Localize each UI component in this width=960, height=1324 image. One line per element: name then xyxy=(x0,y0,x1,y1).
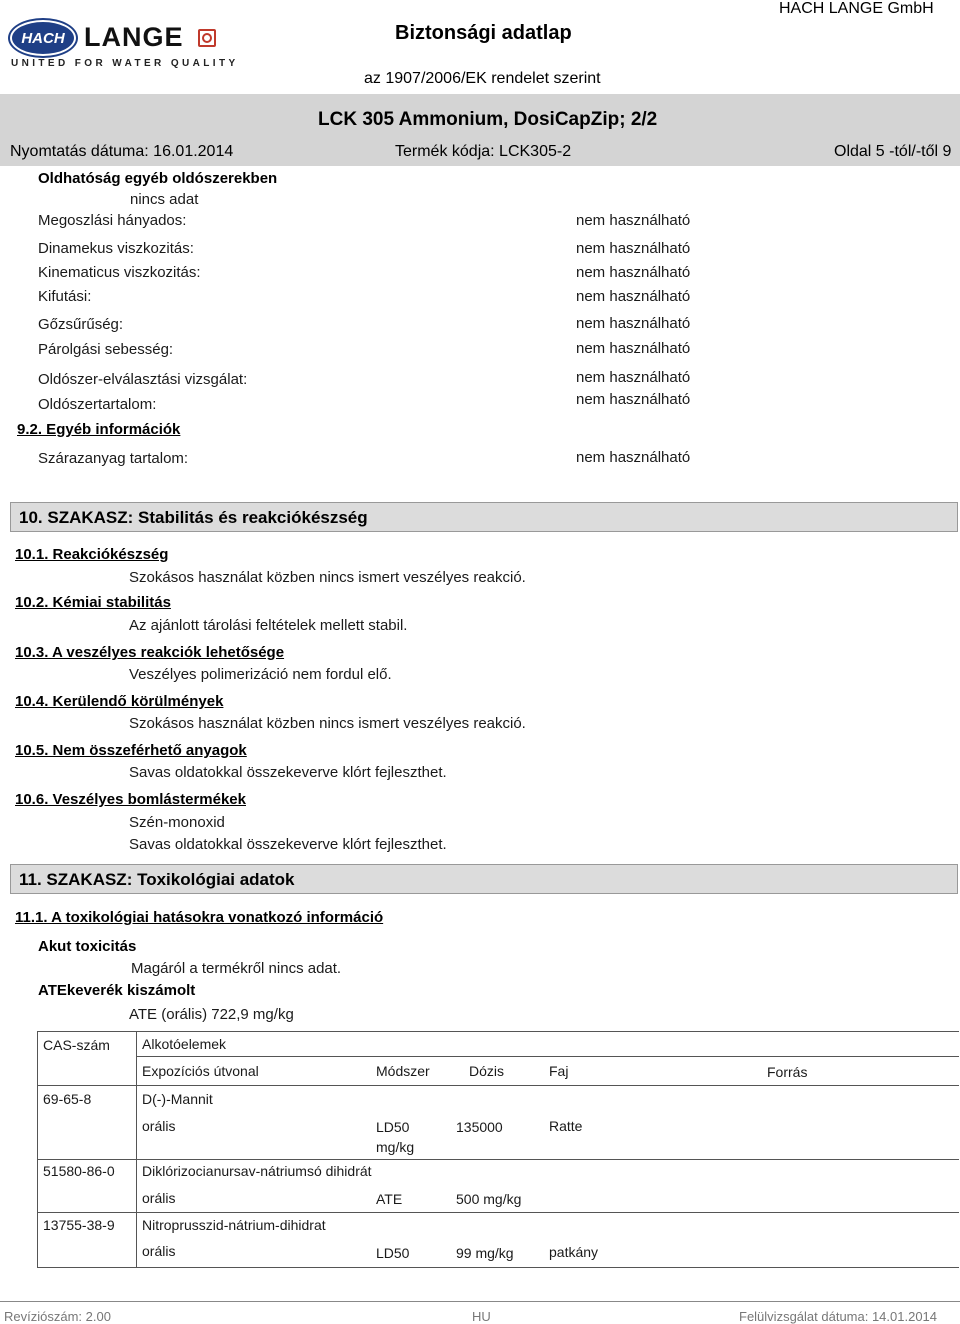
property-label: Gőzsűrűség: xyxy=(38,316,124,333)
cell-unit: mg/kg xyxy=(376,1139,415,1155)
other-info-heading: 9.2. Egyéb információk xyxy=(17,421,181,438)
cell-cas: 51580-86-0 xyxy=(43,1163,115,1179)
section-11-title: 11. SZAKASZ: Toxikológiai adatok xyxy=(19,870,295,889)
subsection-text: Szokásos használat közben nincs ismert veszélyes reakció. xyxy=(129,715,526,732)
col-species: Faj xyxy=(549,1063,569,1079)
subsection-heading: 10.5. Nem összeférhető anyagok xyxy=(15,742,247,759)
review-date: Felülvizsgálat dátuma: 14.01.2014 xyxy=(739,1309,938,1324)
col-dose: Dózis xyxy=(469,1063,505,1079)
cell-route: orális xyxy=(142,1118,176,1134)
company-name: HACH LANGE GmbH xyxy=(779,0,934,17)
solubility-value: nincs adat xyxy=(130,191,199,208)
section-11-header xyxy=(10,864,958,894)
cell-dose: 135000 xyxy=(456,1119,503,1135)
property-value: nem használható xyxy=(576,264,691,281)
section-10-title: 10. SZAKASZ: Stabilitás és reakciókészség xyxy=(19,508,368,527)
print-date: Nyomtatás dátuma: 16.01.2014 xyxy=(10,143,234,160)
col-source: Forrás xyxy=(767,1064,808,1080)
regulation: az 1907/2006/EK rendelet szerint xyxy=(364,70,601,87)
solubility-title: Oldhatóság egyéb oldószerekben xyxy=(38,170,278,187)
cell-dose: 99 mg/kg xyxy=(456,1245,514,1261)
property-label: Párolgási sebesség: xyxy=(38,341,174,358)
dry-matter-value: nem használható xyxy=(576,449,691,466)
subsection-heading: 10.4. Kerülendő körülmények xyxy=(15,693,224,710)
subsection-heading: 10.2. Kémiai stabilitás xyxy=(15,594,171,611)
tagline: UNITED FOR WATER QUALITY xyxy=(11,58,239,69)
revision-number: Revíziószám: 2.00 xyxy=(4,1309,111,1324)
cell-route: orális xyxy=(142,1190,176,1206)
subsection-text: Szokásos használat közben nincs ismert veszélyes reakció. xyxy=(129,569,526,586)
product-code: Termék kódja: LCK305-2 xyxy=(395,143,572,160)
acute-toxicity-text: Magáról a termékről nincs adat. xyxy=(131,960,342,977)
col-component: Alkotóelemek xyxy=(142,1036,227,1052)
acute-toxicity-title: Akut toxicitás xyxy=(38,938,137,955)
col-cas: CAS-szám xyxy=(43,1037,110,1053)
property-value: nem használható xyxy=(576,315,691,332)
cell-species: patkány xyxy=(549,1244,599,1260)
page-number: Oldal 5 -tól/-től 9 xyxy=(834,143,952,160)
property-value: nem használható xyxy=(576,391,691,408)
cell-component: Nitroprusszid-nátrium-dihidrat xyxy=(142,1217,326,1233)
property-value: nem használható xyxy=(576,212,691,229)
cell-component: D(-)-Mannit xyxy=(142,1091,213,1107)
ate-title: ATEkeverék kiszámolt xyxy=(38,982,196,999)
property-value: nem használható xyxy=(576,340,691,357)
property-value: nem használható xyxy=(576,240,691,257)
document-title: Biztonsági adatlap xyxy=(395,22,572,44)
col-route: Expozíciós útvonal xyxy=(142,1063,259,1079)
section-10-header xyxy=(10,502,958,532)
cell-component: Diklórizocianursav-nátriumsó dihidrát xyxy=(142,1163,372,1179)
cell-method: LD50 xyxy=(376,1245,410,1261)
cell-route: orális xyxy=(142,1243,176,1259)
product-name: LCK 305 Ammonium, DosiCapZip; 2/2 xyxy=(318,109,658,130)
footer-divider xyxy=(0,1301,960,1302)
dry-matter-label: Szárazanyag tartalom: xyxy=(38,450,189,467)
cell-method: ATE xyxy=(376,1191,403,1207)
property-value: nem használható xyxy=(576,369,691,386)
subsection-heading: 11.1. A toxikológiai hatásokra vonatkozó információ xyxy=(15,909,384,926)
subsection-text: Szén-monoxid xyxy=(129,814,225,831)
registered-mark-icon xyxy=(198,29,216,47)
cell-cas: 69-65-8 xyxy=(43,1091,92,1107)
subsection-text: Veszélyes polimerizáció nem fordul elő. xyxy=(129,666,392,683)
subsection-heading: 10.6. Veszélyes bomlástermékek xyxy=(15,791,246,808)
hach-logo xyxy=(10,20,76,56)
ate-text: ATE (orális) 722,9 mg/kg xyxy=(129,1006,294,1023)
subsection-heading: 10.1. Reakciókészség xyxy=(15,546,169,563)
cell-cas: 13755-38-9 xyxy=(43,1217,115,1233)
subsection-text: Savas oldatokkal összekeverve klórt fejleszthet. xyxy=(129,764,447,781)
language-code: HU xyxy=(472,1309,491,1324)
property-label: Oldószertartalom: xyxy=(38,396,157,413)
property-label: Kifutási: xyxy=(38,288,92,305)
subsection-text: Az ajánlott tárolási feltételek mellett stabil. xyxy=(129,617,408,634)
property-label: Kinematicus viszkozitás: xyxy=(38,264,201,281)
property-label: Megoszlási hányados: xyxy=(38,212,187,229)
cell-dose: 500 mg/kg xyxy=(456,1191,522,1207)
subsection-text: Savas oldatokkal összekeverve klórt fejleszthet. xyxy=(129,836,447,853)
cell-species: Ratte xyxy=(549,1118,583,1134)
hach-logo-text: HACH xyxy=(21,29,65,47)
cell-method: LD50 xyxy=(376,1119,410,1135)
property-label: Oldószer-elválasztási vizsgálat: xyxy=(38,371,248,388)
subsection-heading: 10.3. A veszélyes reakciók lehetősége xyxy=(15,644,285,661)
col-method: Módszer xyxy=(376,1063,430,1079)
lange-logo: LANGE xyxy=(84,22,184,52)
property-value: nem használható xyxy=(576,288,691,305)
property-label: Dinamekus viszkozitás: xyxy=(38,240,194,257)
